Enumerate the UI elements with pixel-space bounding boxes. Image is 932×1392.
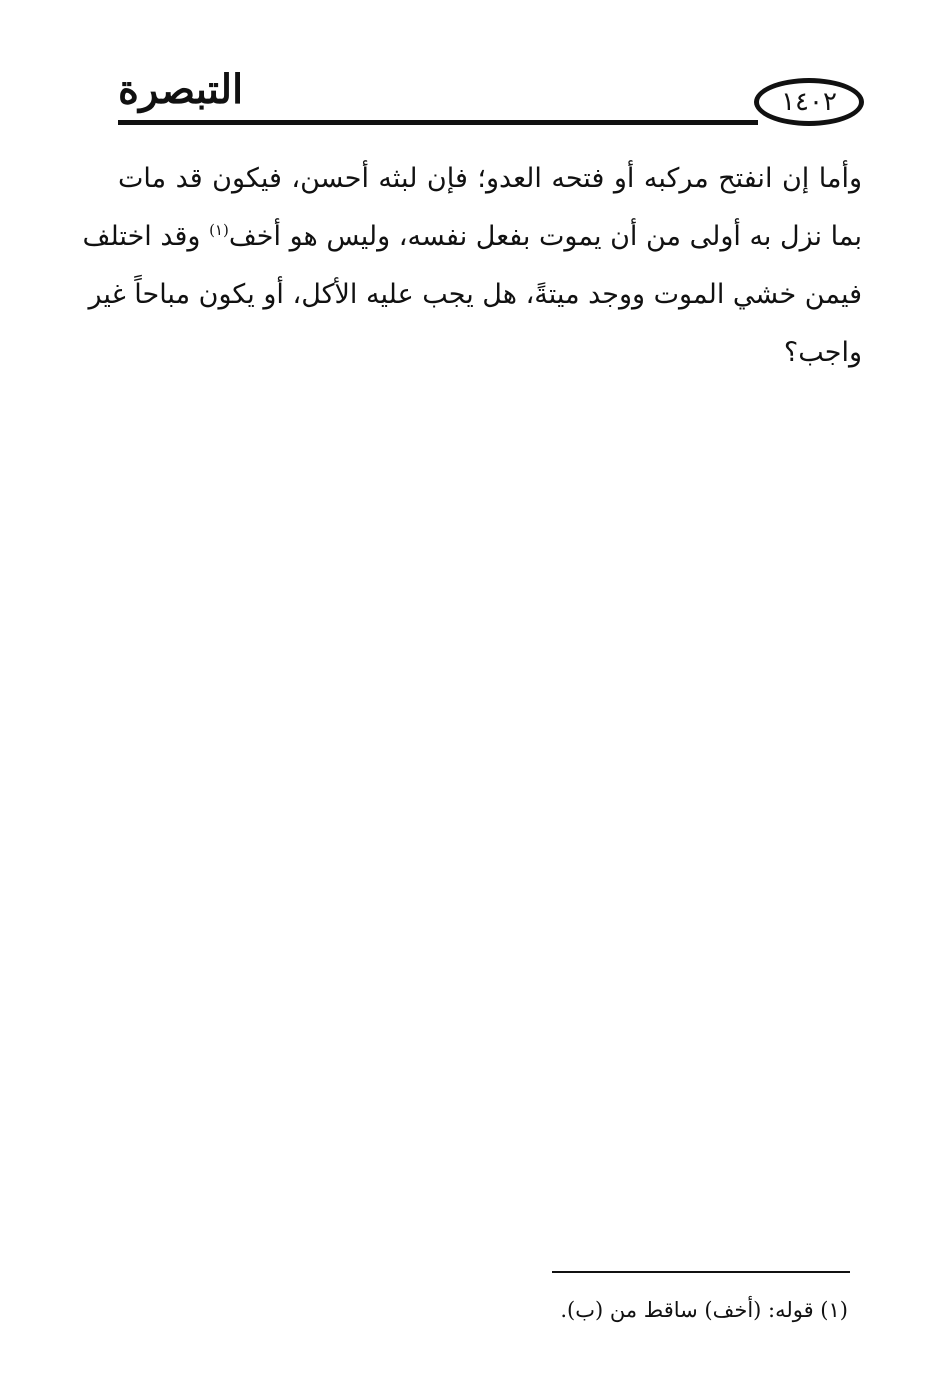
footnote-1: (١) قوله: (أخف) ساقط من (ب).	[560, 1298, 848, 1322]
text-line-2	[82, 208, 862, 266]
main-text	[82, 150, 862, 382]
header-rule	[118, 120, 758, 125]
book-title: التبصرة	[118, 66, 244, 113]
page-header	[118, 58, 866, 130]
page-number: ١٤٠٢	[781, 87, 837, 117]
text-line-2-start: بما نزل به أولى من أن يموت بفعل نفسه، وليس هو أخف	[228, 221, 862, 252]
footnote-separator	[552, 1271, 850, 1273]
text-line-3: فيمن خشي الموت ووجد ميتةً، هل يجب عليه الأكل، أو يكون مباحاً غير	[88, 279, 862, 310]
text-line-4: واجب؟	[783, 337, 862, 368]
footnote-reference: (١)	[209, 221, 229, 239]
text-line-2-end: وقد اختلف	[82, 221, 210, 252]
page-number-frame	[754, 78, 864, 126]
text-line-1: وأما إن انفتح مركبه أو فتحه العدو؛ فإن لبثه أحسن، فيكون قد مات	[118, 163, 862, 194]
